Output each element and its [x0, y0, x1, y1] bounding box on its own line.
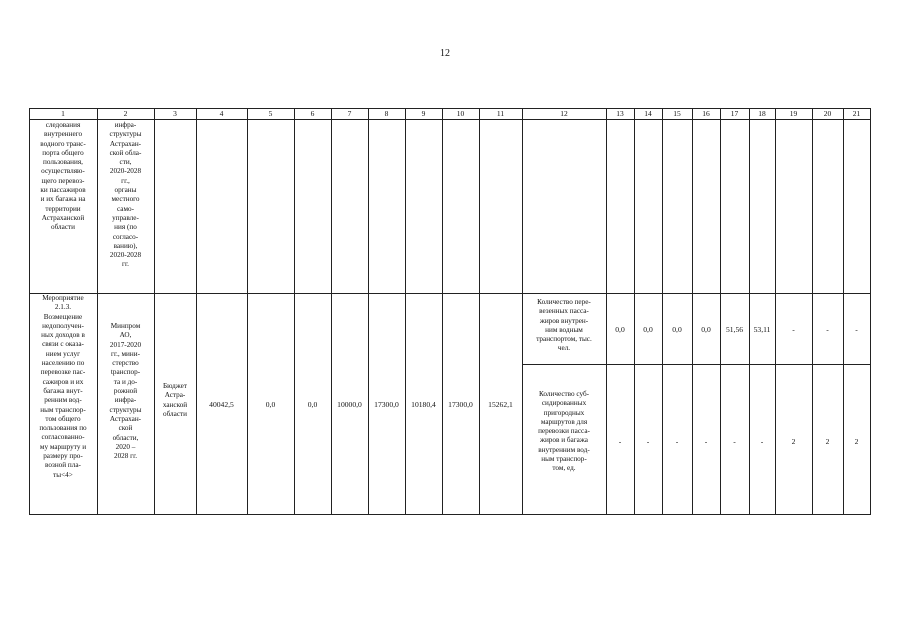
column-border-4: [247, 108, 248, 515]
row2-col4-value: 40042,5: [209, 400, 234, 409]
column-header-18: 18: [758, 109, 766, 118]
column-header-3: 3: [173, 109, 177, 118]
indicator1-value-13: 0,0: [615, 325, 625, 334]
column-header-9: 9: [421, 109, 426, 118]
column-header-4: 4: [219, 109, 224, 118]
row2-col11-value: 15262,1: [488, 400, 513, 409]
row2-col2-executor: Минпром АО, 2017-2020 гг., мини- стерство tранспор- та и до- рожной инфра- структуры Астрахан- ской области, 2020 – 2028 гг.: [109, 322, 142, 461]
column-header-1: 1: [61, 109, 65, 118]
indicator2-value-14: -: [646, 437, 650, 446]
indicator1-value-20: -: [826, 325, 829, 334]
row2-col9-value: 10180,4: [411, 400, 436, 409]
indicator2-value-17: -: [733, 437, 736, 446]
column-header-19: 19: [789, 109, 798, 118]
column-border-18: [775, 108, 776, 515]
column-header-15: 15: [673, 109, 681, 118]
indicator1-value-17: 51,56: [725, 325, 744, 334]
column-header-10: 10: [456, 109, 465, 118]
column-border-8: [405, 108, 406, 515]
column-border-9: [442, 108, 443, 515]
indicator-separator: [522, 364, 870, 365]
indicator2-value-18: -: [760, 437, 764, 446]
row2-col7-value: 10000,0: [337, 400, 362, 409]
column-header-17: 17: [730, 109, 739, 118]
indicator1-value-15: 0,0: [672, 325, 682, 334]
column-border-11: [522, 108, 523, 515]
column-border-2: [154, 108, 155, 515]
header-bottom-border: [29, 119, 870, 120]
column-border-16: [720, 108, 721, 515]
column-header-16: 16: [702, 109, 710, 118]
indicator1-value-14: 0,0: [643, 325, 653, 334]
column-border-20: [843, 108, 844, 515]
column-header-11: 11: [496, 109, 505, 118]
indicator2-value-20: 2: [825, 437, 830, 446]
column-border-21: [870, 108, 871, 515]
row2-col5-value: 0,0: [265, 400, 276, 409]
column-header-5: 5: [268, 109, 273, 118]
column-border-12: [606, 108, 607, 515]
indicator2-label: Количество суб- сидированных пригородных маршрутов для перевозки пасса- жиров и багажа внутренним вод- ным транспор- том, ед.: [538, 390, 590, 473]
row2-col3-source: Бюджет Астра- ханской области: [162, 382, 188, 418]
column-header-20: 20: [823, 109, 832, 118]
page-number: 12: [440, 48, 450, 59]
indicator1-value-19: -: [792, 325, 795, 334]
row2-col8-value: 17300,0: [374, 400, 399, 409]
column-border-14: [662, 108, 663, 515]
column-header-21: 21: [852, 109, 861, 118]
column-header-6: 6: [310, 109, 315, 118]
column-border-10: [479, 108, 480, 515]
column-border-7: [368, 108, 369, 515]
table-bottom-border: [29, 514, 870, 515]
indicator2-value-19: 2: [791, 437, 796, 446]
column-border-17: [749, 108, 750, 515]
column-header-8: 8: [384, 109, 389, 118]
indicator2-value-21: 2: [854, 437, 859, 446]
indicator2-value-16: -: [704, 437, 708, 446]
indicator2-value-15: -: [675, 437, 679, 446]
column-header-2: 2: [123, 109, 128, 118]
row-separator: [29, 293, 870, 294]
column-border-6: [331, 108, 332, 515]
indicator2-value-13: -: [618, 437, 622, 446]
row1-col1-text: следования внутреннего водного транс- порта общего пользования, осуществляю- щего перевоз- ки пассажиров и их багажа на территории Астраханской области: [40, 121, 86, 232]
column-border-5: [294, 108, 295, 515]
indicator1-value-16: 0,0: [701, 325, 711, 334]
column-header-13: 13: [616, 109, 624, 118]
row2-col6-value: 0,0: [307, 400, 318, 409]
column-border-15: [692, 108, 693, 515]
column-border-13: [634, 108, 635, 515]
indicator1-value-18: 53,11: [753, 325, 771, 334]
column-header-7: 7: [347, 109, 352, 118]
row1-col2-text: инфра- структуры Астрахан- ской обла- сти, 2020-2028 гг., органы местного само- управле- ния (по согласо- ванию), 2020-2028 гг.: [109, 121, 142, 269]
column-header-14: 14: [644, 109, 652, 118]
indicator1-label: Количество пере- везенных пасса- жиров внутрен- ним водным транспортом, тыс. чел.: [536, 298, 592, 353]
row2-col10-value: 17300,0: [448, 400, 473, 409]
column-border-19: [812, 108, 813, 515]
column-header-12: 12: [560, 109, 568, 118]
column-border-3: [196, 108, 197, 515]
row2-col1-measure: Мероприятие 2.1.3. Возмещение недополучен- ных доходов в связи с оказа- нием услуг населению по перевозке пас- сажиров и их багажа внут- ренним вод- ным транспор- том общего пользования по согласованно- му маршруту и размеру про- возной пла- ты<4>: [39, 294, 87, 479]
indicator1-value-21: -: [855, 325, 858, 334]
